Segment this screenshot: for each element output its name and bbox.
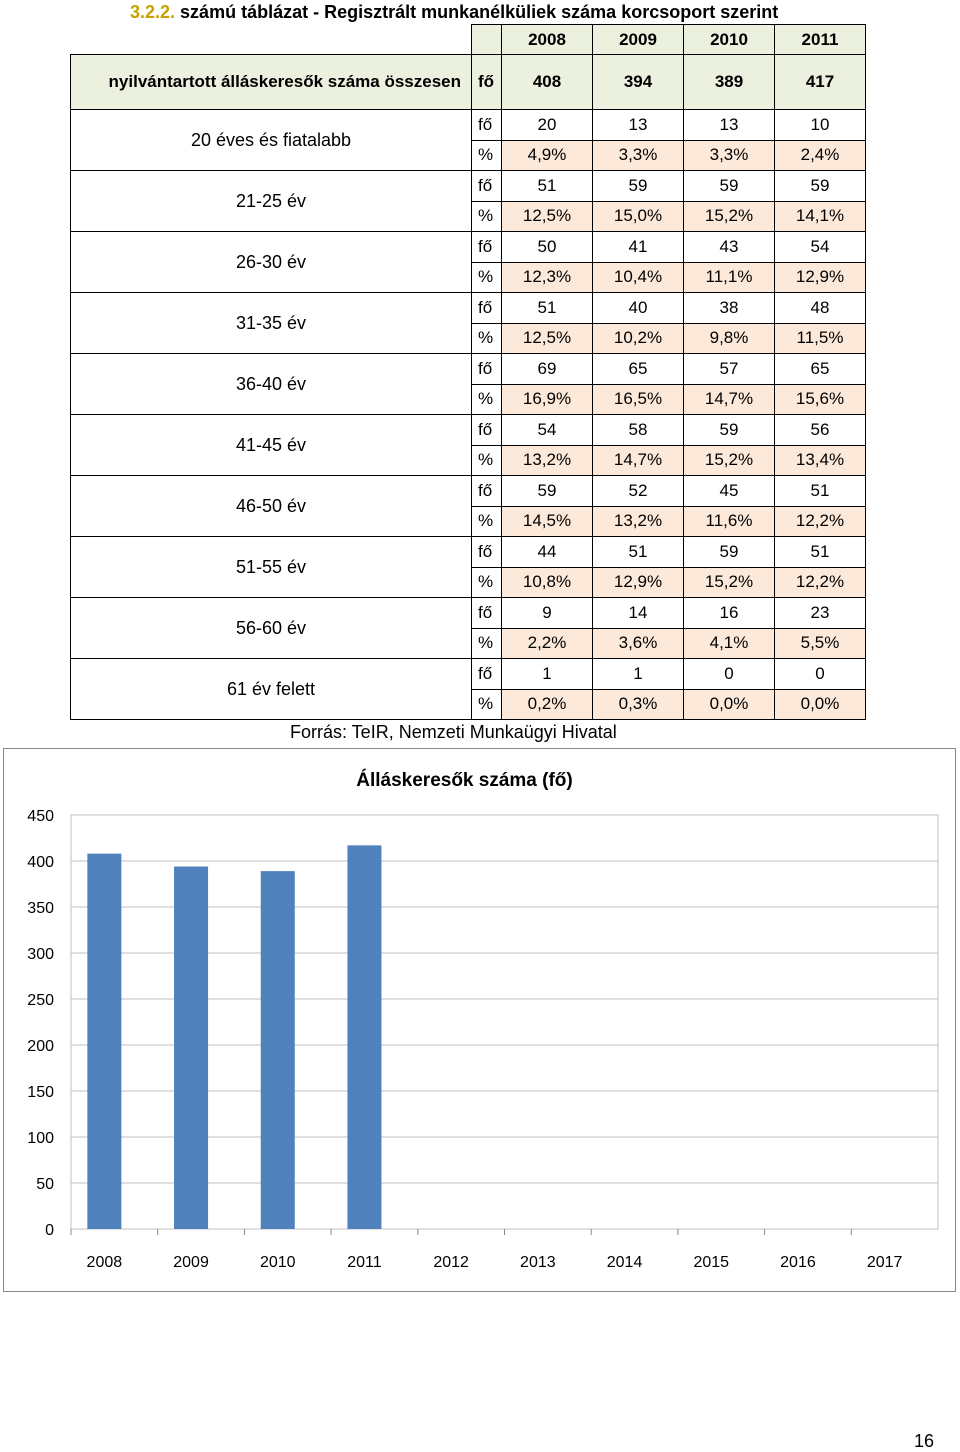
age-group-label: 20 éves és fiatalabb [71,110,472,171]
age-group-label: 31-35 év [71,293,472,354]
percent-cell: 0,0% [775,689,866,720]
count-cell: 51 [775,476,866,507]
count-cell: 51 [775,537,866,568]
job-seekers-chart [3,748,956,1292]
y-tick-label: 100 [27,1130,54,1147]
percent-cell: 10,4% [593,262,684,293]
year-header: 2009 [593,25,684,55]
percent-cell: 15,2% [684,567,775,598]
count-cell: 0 [775,659,866,690]
x-tick-label: 2014 [606,1254,643,1271]
table-number: 3.2.2. [130,2,176,22]
percent-cell: 12,9% [593,567,684,598]
count-cell: 41 [593,232,684,263]
percent-cell: 3,3% [593,140,684,171]
year-header: 2008 [502,25,593,55]
x-tick-label: 2017 [866,1254,903,1271]
count-cell: 13 [593,110,684,141]
percent-cell: 12,5% [502,323,593,354]
count-cell: 54 [775,232,866,263]
percent-cell: 4,1% [684,628,775,659]
count-cell: 14 [593,598,684,629]
count-cell: 59 [684,171,775,202]
percent-cell: 15,0% [593,201,684,232]
percent-cell: 12,2% [775,567,866,598]
x-tick-label: 2011 [347,1254,382,1271]
unit-percent: % [472,384,502,415]
percent-cell: 15,2% [684,201,775,232]
unit-percent: % [472,201,502,232]
count-cell: 23 [775,598,866,629]
unit-percent: % [472,445,502,476]
percent-cell: 11,1% [684,262,775,293]
unit-percent: % [472,628,502,659]
percent-cell: 16,5% [593,384,684,415]
age-row-count [71,110,866,141]
unit-percent: % [472,506,502,537]
count-cell: 38 [684,293,775,324]
x-tick-label: 2015 [693,1254,730,1271]
count-cell: 40 [593,293,684,324]
count-cell: 43 [684,232,775,263]
count-cell: 13 [684,110,775,141]
count-cell: 44 [502,537,593,568]
x-tick-label: 2012 [433,1254,469,1271]
percent-cell: 15,2% [684,445,775,476]
y-tick-label: 350 [27,900,54,917]
percent-cell: 3,6% [593,628,684,659]
percent-cell: 14,7% [593,445,684,476]
count-cell: 48 [775,293,866,324]
x-tick-label: 2016 [780,1254,816,1271]
unit-fo: fő [472,537,502,568]
age-group-label: 61 év felett [71,659,472,720]
y-tick-label: 300 [27,946,54,963]
count-cell: 0 [684,659,775,690]
unit-percent: % [472,323,502,354]
count-cell: 59 [502,476,593,507]
percent-cell: 0,2% [502,689,593,720]
count-cell: 16 [684,598,775,629]
year-header-row [71,25,866,55]
y-tick-label: 250 [27,992,54,1009]
percent-cell: 11,5% [775,323,866,354]
percent-cell: 13,2% [593,506,684,537]
age-row-count [71,232,866,263]
percent-cell: 5,5% [775,628,866,659]
percent-cell: 10,8% [502,567,593,598]
count-cell: 1 [593,659,684,690]
percent-cell: 13,2% [502,445,593,476]
percent-cell: 14,5% [502,506,593,537]
unit-percent: % [472,567,502,598]
percent-cell: 12,2% [775,506,866,537]
count-cell: 1 [502,659,593,690]
count-cell: 54 [502,415,593,446]
age-group-label: 46-50 év [71,476,472,537]
unit-fo: fő [472,293,502,324]
age-row-count [71,415,866,446]
age-row-count [71,293,866,324]
unit-percent: % [472,262,502,293]
total-value: 417 [775,55,866,110]
y-tick-label: 0 [45,1222,54,1239]
count-cell: 10 [775,110,866,141]
source-note: Forrás: TeIR, Nemzeti Munkaügyi Hivatal [290,722,617,742]
percent-cell: 2,2% [502,628,593,659]
count-cell: 59 [684,537,775,568]
count-cell: 51 [593,537,684,568]
percent-cell: 4,9% [502,140,593,171]
percent-cell: 9,8% [684,323,775,354]
age-row-count [71,598,866,629]
unit-fo: fő [472,659,502,690]
count-cell: 65 [593,354,684,385]
chart-svg [4,749,955,1291]
header-blank [71,25,472,55]
unit-fo: fő [472,476,502,507]
bar [261,871,295,1229]
percent-cell: 15,6% [775,384,866,415]
age-group-label: 26-30 év [71,232,472,293]
count-cell: 45 [684,476,775,507]
count-cell: 51 [502,293,593,324]
percent-cell: 11,6% [684,506,775,537]
percent-cell: 14,1% [775,201,866,232]
age-row-count [71,171,866,202]
count-cell: 20 [502,110,593,141]
percent-cell: 12,5% [502,201,593,232]
age-group-label: 36-40 év [71,354,472,415]
total-value: 389 [684,55,775,110]
age-group-label: 56-60 év [71,598,472,659]
age-row-count [71,476,866,507]
age-group-label: 51-55 év [71,537,472,598]
unit-fo: fő [472,598,502,629]
count-cell: 9 [502,598,593,629]
percent-cell: 2,4% [775,140,866,171]
age-row-count [71,354,866,385]
count-cell: 59 [684,415,775,446]
x-tick-label: 2009 [173,1254,209,1271]
y-tick-label: 150 [27,1084,54,1101]
table-title [130,2,778,23]
y-tick-label: 450 [27,808,54,825]
count-cell: 69 [502,354,593,385]
percent-cell: 12,3% [502,262,593,293]
count-cell: 59 [593,171,684,202]
count-cell: 50 [502,232,593,263]
unit-percent: % [472,140,502,171]
percent-cell: 12,9% [775,262,866,293]
header-unit-blank [472,25,502,55]
count-cell: 52 [593,476,684,507]
year-header: 2011 [775,25,866,55]
percent-cell: 0,0% [684,689,775,720]
total-unit: fő [472,55,502,110]
age-row-count [71,659,866,690]
count-cell: 56 [775,415,866,446]
age-group-label: 41-45 év [71,415,472,476]
x-tick-label: 2008 [86,1254,123,1271]
age-row-count [71,537,866,568]
year-header: 2010 [684,25,775,55]
x-tick-label: 2013 [520,1254,556,1271]
y-tick-label: 50 [36,1176,54,1193]
percent-cell: 10,2% [593,323,684,354]
unit-fo: fő [472,354,502,385]
total-row [71,55,866,110]
unit-percent: % [472,689,502,720]
count-cell: 57 [684,354,775,385]
y-tick-label: 200 [27,1038,54,1055]
total-value: 394 [593,55,684,110]
unit-fo: fő [472,110,502,141]
bar [347,845,381,1229]
percent-cell: 14,7% [684,384,775,415]
unit-fo: fő [472,171,502,202]
percent-cell: 0,3% [593,689,684,720]
bar [174,867,208,1229]
age-group-label: 21-25 év [71,171,472,232]
y-tick-label: 400 [27,854,54,871]
x-tick-label: 2010 [259,1254,296,1271]
chart-title: Álláskeresők száma (fő) [356,770,573,791]
page-number: 16 [913,1431,934,1451]
percent-cell: 16,9% [502,384,593,415]
total-value: 408 [502,55,593,110]
unit-fo: fő [472,415,502,446]
total-label: nyilvántartott álláskeresők száma összesen [71,55,472,110]
unit-fo: fő [472,232,502,263]
count-cell: 59 [775,171,866,202]
count-cell: 51 [502,171,593,202]
bar [87,854,121,1229]
count-cell: 58 [593,415,684,446]
count-cell: 65 [775,354,866,385]
age-group-table [70,24,866,720]
percent-cell: 13,4% [775,445,866,476]
table-title-text: számú táblázat - Regisztrált munkanélküliek száma korcsoport szerint [175,2,779,22]
percent-cell: 3,3% [684,140,775,171]
